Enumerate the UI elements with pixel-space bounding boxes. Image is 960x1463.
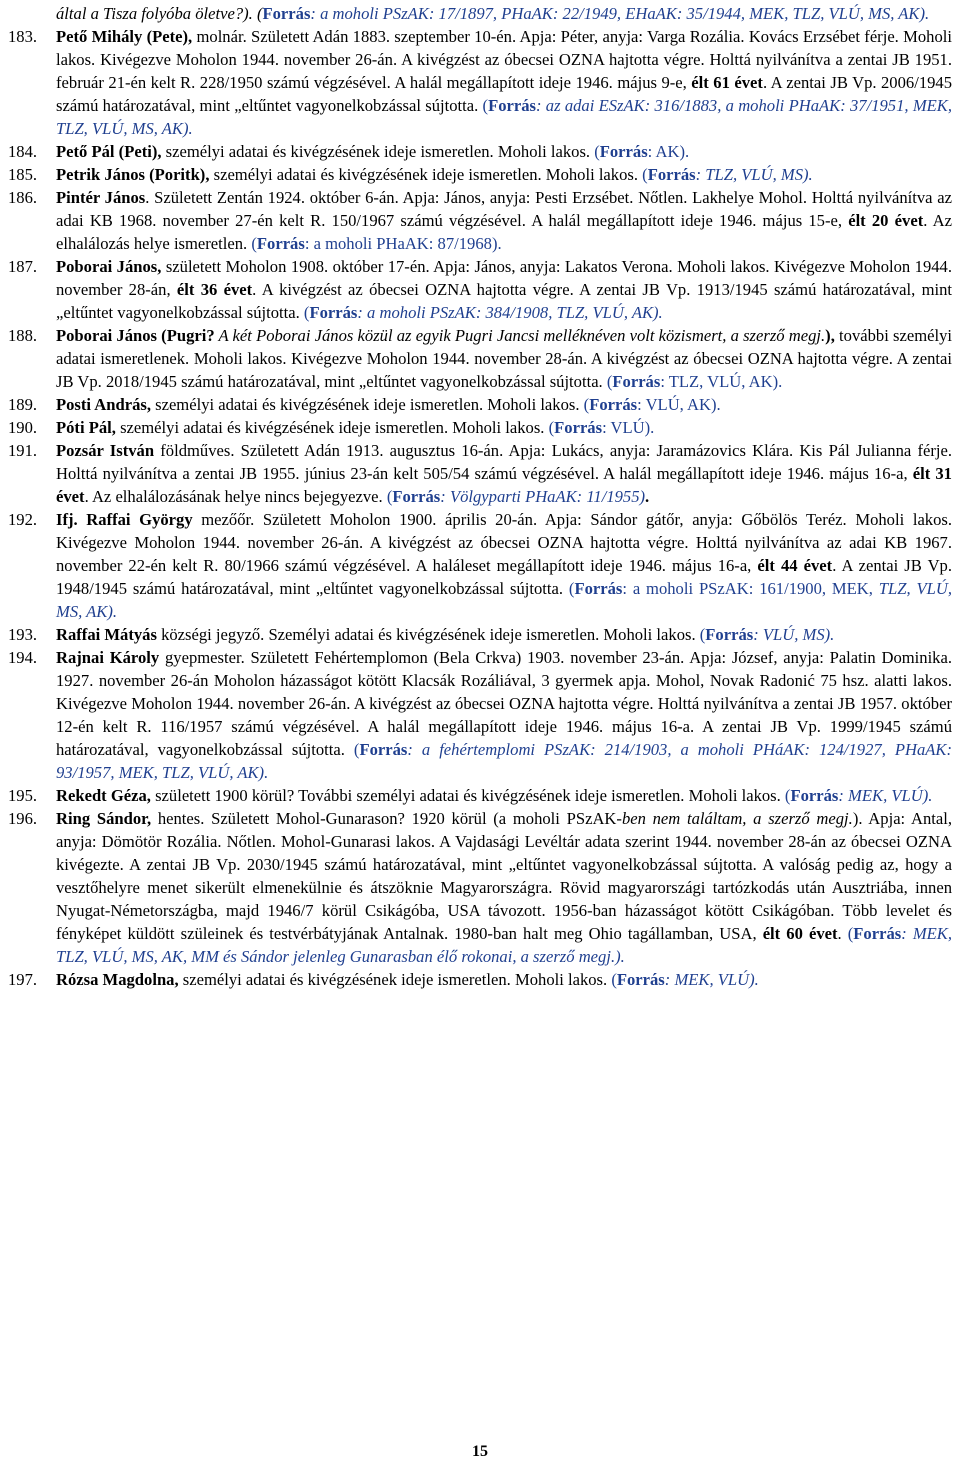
- entry-text: . A zentai JB Vp. 2006/1945 számú határozatával, mint „eltűntet vagyonelkobzással sújtotta.: [56, 73, 953, 115]
- entry-text: hentes. Született Mohol-Gunarason? 1920 körül (a moholi PSzAK-: [151, 809, 622, 828]
- source-citation-text: Forrás: [554, 418, 603, 437]
- entry-body: [56, 623, 952, 646]
- entry-body: [56, 508, 952, 623]
- source-citation-text: TLZ, VLÚ, MS, AK).: [56, 579, 952, 621]
- entry-number: 188.: [8, 326, 38, 345]
- bold-text: Pető Mihály (Pete),: [56, 27, 193, 46]
- source-citation-text: : a moholi PSzAK: 384/1908, TLZ, VLÚ, AK).: [357, 303, 663, 322]
- continued-paragraph: [8, 2, 952, 25]
- entry-list: [8, 25, 952, 991]
- bold-text: Rózsa Magdolna,: [56, 970, 179, 989]
- bold-text: ),: [825, 326, 835, 345]
- source-citation-text: (: [594, 142, 600, 161]
- list-item: [8, 255, 952, 324]
- source-citation-text: (: [606, 372, 613, 391]
- source-citation-text: Forrás: [256, 234, 305, 253]
- list-item: [8, 508, 952, 623]
- entry-number: 193.: [8, 625, 38, 644]
- source-citation-text: : VLÚ).: [602, 418, 655, 437]
- source-citation-text: (: [568, 579, 575, 598]
- entry-text: ). Apja: Antal, anyja: Dömötör Rozália. Nőtlen. Mohol-Gunarasi lakos. A Vajdasági Levéltár adata szerint 1944. november 28-án az óbecsei OZNA kivégezte. A zentai JB Vp. 2030/1945 számú határozatával, mint „eltűntet vagyonelkobzással sújtotta. A valóság pedig az, hogy a vesztőhelyre menet sikerült elmenekülnie és átszöknie Magyarországra. Rövid magyarországi tartózkodás után Ausztriába, innen Nyugat-Németországba, majd 1946/7 körül Csikágóba, USA távozott. 1956-ban házasságot kötött Csikágóban. Több levelet és fényképet küldött szüleinek és testvérbátyjának Antalnak. 1980-ban halt meg Ohio tagállamban, USA,: [56, 809, 952, 943]
- list-item: [8, 416, 952, 439]
- list-item: [8, 393, 952, 416]
- entry-text: . Született Zentán 1924. október 6-án. Apja: János, anyja: Pesti Erzsébet. Nőtlen. Lakhelye Mohol. Holttá nyilvánítva az adai KB 1968. november 27-én kelt R. 150/1967 számú végzésével. A halál megállapított ideje 1946. május 15-e,: [56, 188, 952, 230]
- list-item: [8, 784, 952, 807]
- source-citation-text: (: [482, 96, 489, 115]
- entry-body: [56, 784, 952, 807]
- entry-text: molnár. Született Adán 1883. szeptember 10-én. Apja: Péter, anyja: Varga Rozália. Kovács Erzsébet férje. Moholi lakos. Kivégezve Moholon 1944. november 26-án. A kivégzést az óbecsei OZNA hajtotta végre. Holttá nyilvánítva a zentai JB 1951. február 21-én kelt R. 228/1950 számú végzésével. A halál megállapított ideje 1946. május 9-e,: [56, 27, 952, 92]
- bold-text: Pintér János: [56, 188, 146, 207]
- entry-number: 191.: [8, 441, 38, 460]
- source-citation-text: (: [353, 740, 360, 759]
- bold-text: élt 60 évet: [762, 924, 838, 943]
- bold-text: Poborai János (Pugri?: [56, 326, 215, 345]
- source-citation-text: (: [251, 234, 257, 253]
- source-citation-text: (: [386, 487, 393, 506]
- source-citation-text: (: [611, 970, 617, 989]
- source-citation-text: Forrás: [488, 96, 536, 115]
- source-citation-text: Forrás: [589, 395, 638, 414]
- list-item: [8, 25, 952, 140]
- entry-body: [56, 393, 952, 416]
- bold-text: Rajnai Károly: [56, 648, 160, 667]
- source-citation-text: Forrás: [392, 487, 441, 506]
- source-citation-text: : VLÚ, AK).: [637, 395, 721, 414]
- source-citation-text: Forrás: [853, 924, 902, 943]
- entry-body: [56, 646, 952, 784]
- entry-body: [56, 324, 952, 393]
- source-citation-text: (: [699, 625, 706, 644]
- source-citation-text: (: [548, 418, 555, 437]
- entry-text: személyi adatai és kivégzésének ideje ismeretlen. Moholi lakos.: [161, 142, 595, 161]
- entry-text: személyi adatai és kivégzésének ideje ismeretlen. Moholi lakos.: [115, 418, 549, 437]
- bold-text: Pető Pál (Peti),: [56, 142, 162, 161]
- entry-text: született 1900 körül? További személyi adatai és kivégzésének ideje ismeretlen. Moholi lakos.: [150, 786, 785, 805]
- bold-text: Poborai János,: [56, 257, 162, 276]
- entry-number: 195.: [8, 786, 38, 805]
- bold-text: Petrik János (Poritk),: [56, 165, 210, 184]
- source-citation-text: Forrás: [647, 165, 696, 184]
- source-citation-text: Forrás: [599, 142, 648, 161]
- entry-body: [56, 163, 952, 186]
- source-citation-text: Forrás: [574, 579, 623, 598]
- entry-text: személyi adatai és kivégzésének ideje ismeretlen. Moholi lakos.: [178, 970, 612, 989]
- list-item: [8, 439, 952, 508]
- entry-number: 196.: [8, 809, 38, 828]
- bold-text: élt 31 évet: [56, 464, 952, 506]
- entry-number: 184.: [8, 142, 38, 161]
- list-item: [8, 324, 952, 393]
- entry-text: személyi adatai és kivégzésének ideje ismeretlen. Moholi lakos.: [209, 165, 643, 184]
- entry-body: [56, 140, 952, 163]
- entry-body: [56, 255, 952, 324]
- entry-text: .: [837, 924, 848, 943]
- entry-number: 183.: [8, 27, 38, 46]
- source-citation-text: (: [847, 924, 854, 943]
- entry-number: 187.: [8, 257, 38, 276]
- list-item: [8, 646, 952, 784]
- entry-number: 194.: [8, 648, 38, 667]
- page-number: 15: [472, 1443, 488, 1460]
- list-item: [8, 140, 952, 163]
- bold-text: élt 36 évet: [176, 280, 253, 299]
- entry-number: 189.: [8, 395, 38, 414]
- source-citation-text: (: [303, 303, 310, 322]
- entry-body: [56, 186, 952, 255]
- entry-body: [56, 968, 952, 991]
- bold-text: Ring Sándor,: [56, 809, 152, 828]
- source-citation-text: : Völgyparti PHaAK: 11/1955): [440, 487, 646, 506]
- entry-number: 192.: [8, 510, 38, 529]
- source-citation-text: : a moholi PSzAK: 17/1897, PHaAK: 22/1949, EHaAK: 35/1944, MEK, TLZ, VLÚ, MS, AK).: [310, 4, 930, 23]
- bold-text: Ifj. Raffai György: [56, 510, 193, 529]
- entry-text: . A kivégzést az óbecsei OZNA hajtotta végre. A zentai JB Vp. 1913/1945 számú határozatával, mint „eltűntet vagyonelkobzással sújtotta.: [56, 280, 952, 322]
- bold-text: Posti András,: [56, 395, 151, 414]
- source-citation-text: : MEK, VLÚ).: [664, 970, 759, 989]
- list-item: [8, 186, 952, 255]
- source-citation-text: : az adai ESzAK: 316/1883, a moholi PHaAK: 37/1951, MEK, TLZ, VLÚ, MS, AK).: [56, 96, 952, 138]
- source-citation-text: : a moholi PSzAK: 161/1900, MEK,: [622, 579, 879, 598]
- entry-text: községi jegyző. Személyi adatai és kivégzésének ideje ismeretlen. Moholi lakos.: [156, 625, 700, 644]
- bold-text: .: [645, 487, 650, 506]
- source-citation-text: : TLZ, VLÚ, MS).: [695, 165, 813, 184]
- entry-text: személyi adatai és kivégzésének ideje ismeretlen. Moholi lakos.: [150, 395, 584, 414]
- source-citation-text: Forrás: [612, 372, 661, 391]
- list-item: [8, 968, 952, 991]
- source-citation-text: Forrás: [705, 625, 754, 644]
- entry-number: 186.: [8, 188, 38, 207]
- entry-text: mezőőr. Született Moholon 1900. április 20-án. Apja: Sándor gátőr, anyja: Gőbölös Teréz. Moholi lakos. Kivégezve Moholon 1944. november 26-án. A kivégzést az óbecsei OZNA hajtotta végre. Holttá nyilvánítva az adai KB 1967. november 22-én kelt R. 80/1966 számú végzésével. A haláleset megállapított ideje 1946. május 16-a,: [56, 510, 953, 575]
- source-citation-text: : a fehértemplomi PSzAK: 214/1903, a moholi PHáAK: 124/1927, PHaAK: 93/1957, MEK, TLZ, VLÚ, AK).: [56, 740, 952, 782]
- entry-text: . A zentai JB Vp. 1948/1945 számú határozatával, mint „eltűntet vagyonelkobzással sújtotta.: [56, 556, 952, 598]
- source-citation-text: : AK).: [647, 142, 690, 161]
- source-citation-text: : MEK, VLÚ).: [838, 786, 933, 805]
- bold-text: Raffai Mátyás: [56, 625, 157, 644]
- entry-text: született Moholon 1908. október 17-én. Apja: János, anyja: Lakatos Verona. Moholi lakos. Kivégezve Moholon 1944. november 28-án,: [56, 257, 952, 299]
- source-citation-text: Forrás: [359, 740, 408, 759]
- entry-number: 190.: [8, 418, 38, 437]
- source-citation-text: (: [784, 786, 791, 805]
- source-citation-text: : MEK, TLZ, VLÚ, MS, AK, MM és Sándor jelenleg Gunarasban élő rokonai, a szerző megj.).: [56, 924, 953, 966]
- source-citation-text: Forrás: [309, 303, 358, 322]
- source-citation-text: Forrás: [790, 786, 839, 805]
- source-citation-text: (: [583, 395, 590, 414]
- bold-text: Rekedt Géza,: [56, 786, 151, 805]
- entry-text: A két Poborai János közül az egyik Pugri Jancsi melléknéven volt közismert, a szerző megj.: [214, 326, 826, 345]
- source-citation-text: (: [642, 165, 648, 184]
- source-citation-text: : VLÚ, MS).: [753, 625, 835, 644]
- bold-text: Póti Pál,: [56, 418, 116, 437]
- list-item: [8, 623, 952, 646]
- entry-text: . Az elhalálozásának helye nincs bejegyezve.: [84, 487, 387, 506]
- entry-text: gyepmester. Született Fehértemplomon (Bela Crkva) 1903. november 23-án. Apja: József, anyja: Palatin Dominika. 1927. november 26-án Moholon házasságot kötött Klacsák Rozáliával, 3 gyermek apja. Mohol, Novak Radonić 75 hsz. alatti lakos. Kivégezve Moholon 1944. november 26-án. A kivégzést az óbecsei OZNA hajtotta végre. Holttá nyilvánítva a zentai JB 1957. október 12-én kelt R. 116/1957 számú végzésével. A halál megállapított ideje 1946. május 16-a. A zentai JB Vp. 1999/1945 számú határozatával, vagyonelkobzással sújtotta.: [56, 648, 952, 759]
- bold-text: Pozsár István: [56, 441, 155, 460]
- entry-text: földműves. Született Adán 1913. augusztus 16-án. Apja: Lukács, anyja: Jaramázovics Klára. Kis Pál Julianna férje. Holttá nyilvánítva a zentai JB 1955. június 23-án kelt 505/54 számú végzésével. A halál megállapított ideje 1946. május 16-a,: [56, 441, 952, 483]
- entry-body: [56, 807, 952, 968]
- source-citation-text: : TLZ, VLÚ, AK).: [660, 372, 783, 391]
- entry-body: [56, 25, 952, 140]
- bold-text: élt 61 évet: [691, 73, 763, 92]
- list-item: [8, 807, 952, 968]
- source-citation-text: Forrás: [616, 970, 665, 989]
- entry-text: további személyi adatai ismeretlenek. Moholi lakos. Kivégezve Moholon 1944. november 28-án. A kivégzést az óbecsei OZNA hajtotta végre. A zentai JB Vp. 2018/1945 számú határozatával, mint „eltűntet vagyonelkobzással sújtotta.: [56, 326, 952, 391]
- entry-text: . Az elhalálozás helye ismeretlen.: [56, 211, 952, 253]
- source-citation-text: : a moholi PHaAK: 87/1968).: [304, 234, 502, 253]
- source-citation-text: Forrás: [262, 4, 311, 23]
- bold-text: élt 44 évet: [757, 556, 833, 575]
- entry-body: [56, 439, 952, 508]
- entry-number: 197.: [8, 970, 38, 989]
- bold-text: élt 20 évet: [848, 211, 924, 230]
- list-item: [8, 163, 952, 186]
- entry-body: [56, 416, 952, 439]
- entry-number: 185.: [8, 165, 38, 184]
- entry-text: ben nem találtam, a szerző megj.: [621, 809, 853, 828]
- entry-text: által a Tisza folyóba öletve?). (: [56, 4, 263, 23]
